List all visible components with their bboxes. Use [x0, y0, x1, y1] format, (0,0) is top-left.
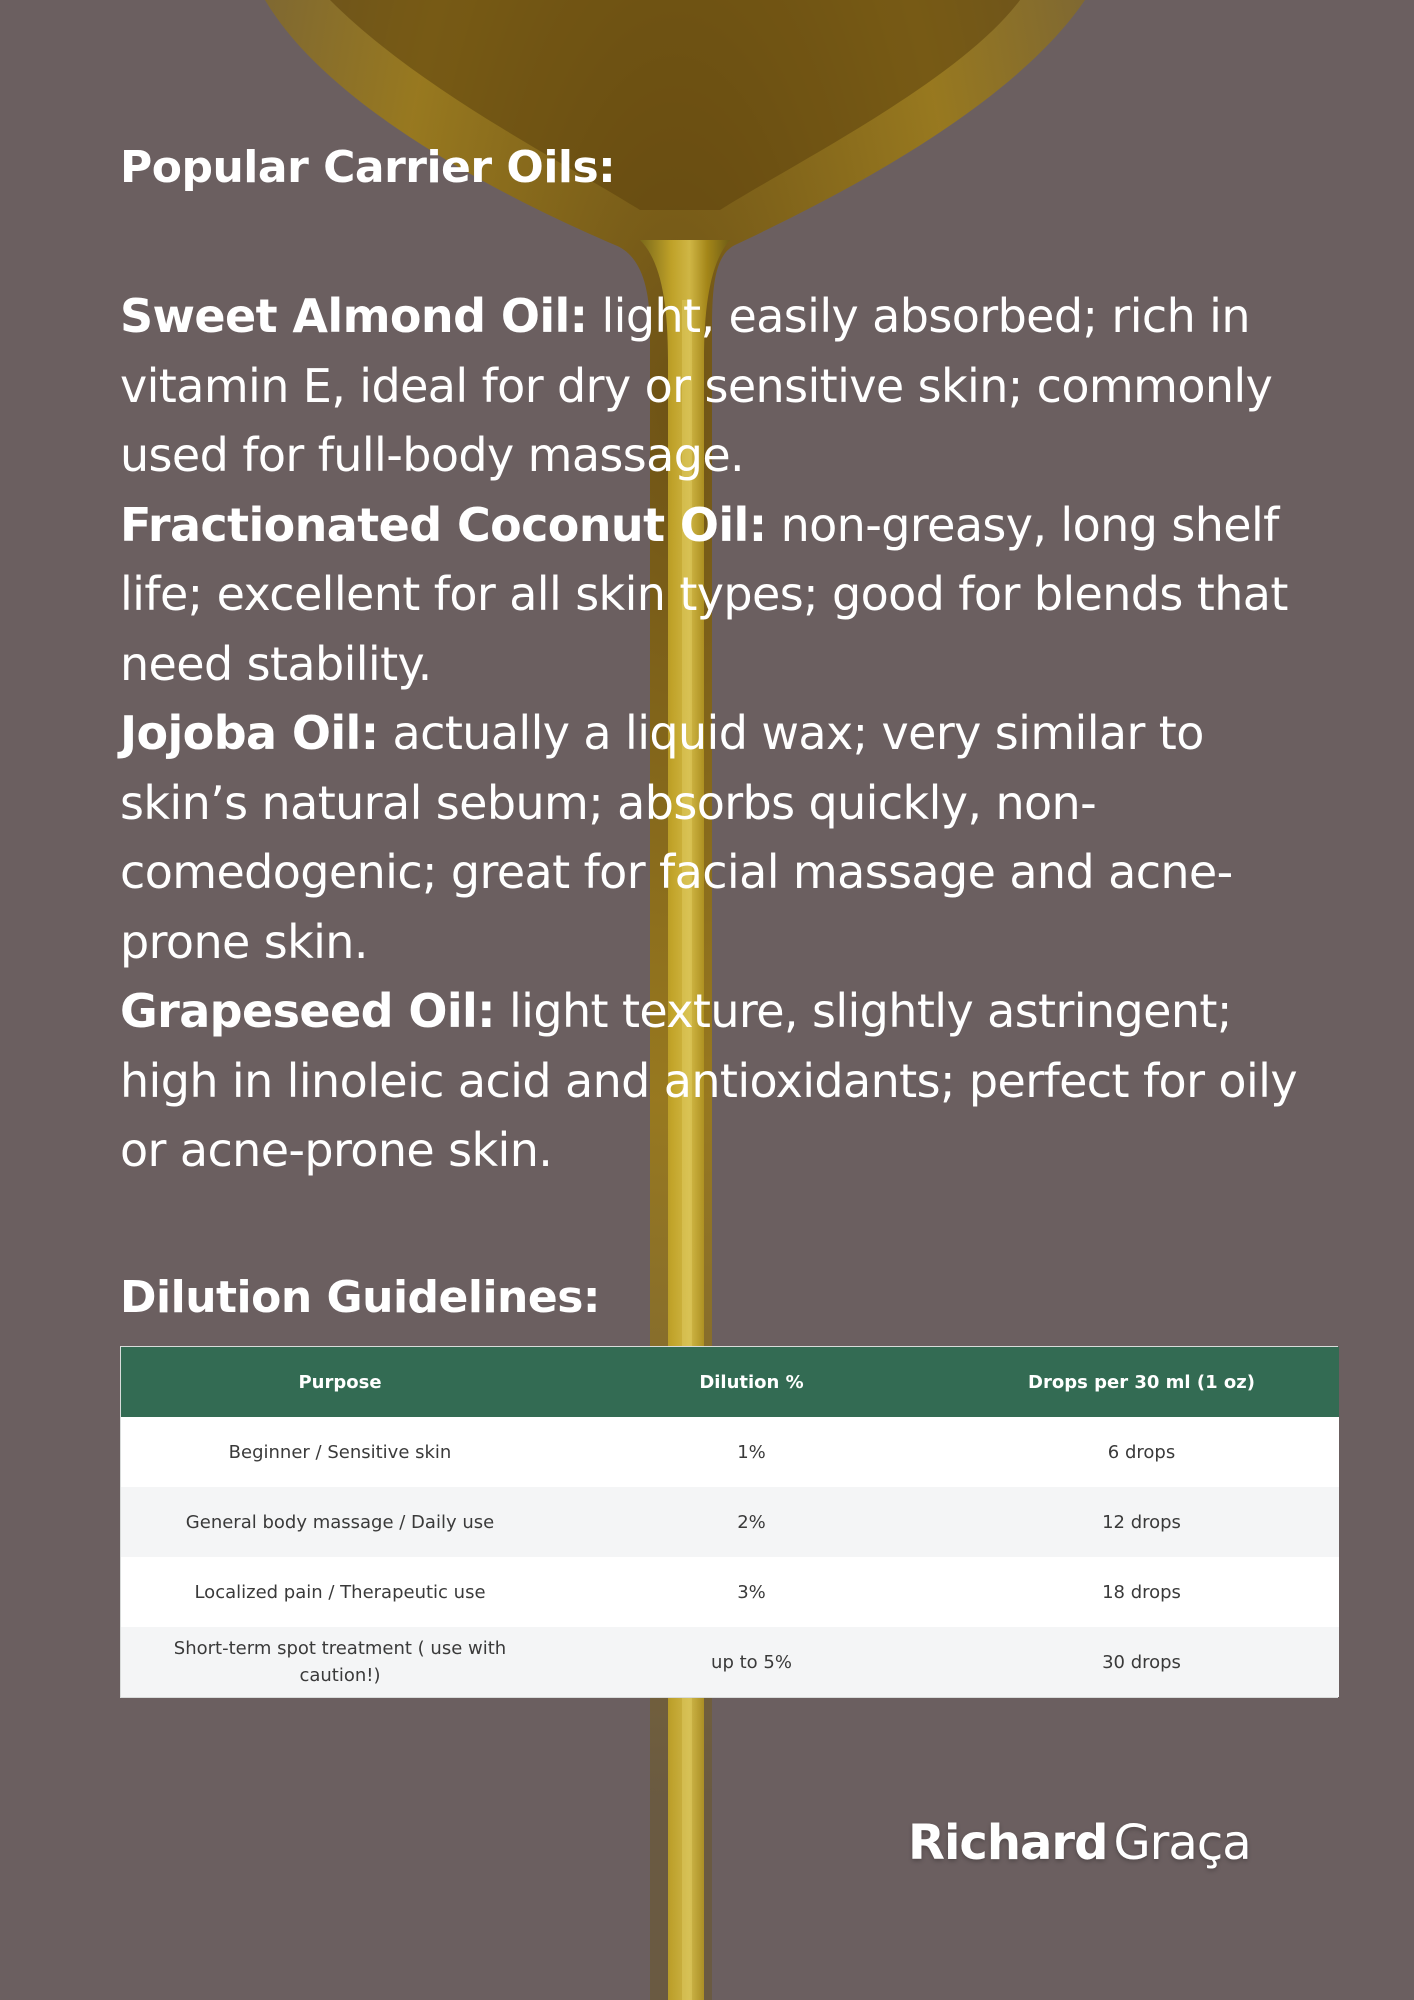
dilution-heading: Dilution Guidelines: — [120, 1271, 600, 1323]
oil-item-grapeseed — [120, 977, 1310, 1186]
main-content — [120, 140, 1310, 1326]
cell-purpose: Short-term spot treatment ( use with caution!) — [173, 1638, 507, 1686]
signature-last-name: Graça — [1113, 1815, 1251, 1871]
carrier-oils-list — [120, 282, 1310, 1186]
cell-dilution: 2% — [737, 1511, 766, 1533]
cell-dilution: 1% — [737, 1441, 766, 1463]
dilution-table — [120, 1346, 1338, 1698]
cell-drops: 6 drops — [1107, 1441, 1176, 1463]
oil-description: light, easily absorbed; rich in vitamin E, ideal for dry or sensitive skin; commonly used for full-body massage. — [120, 289, 1273, 482]
author-signature — [908, 1815, 1251, 1871]
oil-item-jojoba — [120, 699, 1310, 977]
oil-name: Jojoba Oil: — [120, 706, 379, 760]
table-header-row — [121, 1347, 1339, 1417]
cell-drops: 30 drops — [1102, 1651, 1181, 1673]
cell-drops: 12 drops — [1102, 1511, 1181, 1533]
cell-dilution: up to 5% — [711, 1651, 792, 1673]
cell-purpose: Beginner / Sensitive skin — [228, 1441, 452, 1463]
column-header-drops: Drops per 30 ml (1 oz) — [1028, 1371, 1255, 1393]
signature-first-name: Richard — [908, 1815, 1108, 1871]
column-header-dilution: Dilution % — [699, 1371, 804, 1393]
oil-description: actually a liquid wax; very similar to skin’s natural sebum; absorbs quickly, non-comedogenic; great for facial massage and acne-prone skin. — [120, 706, 1233, 969]
cell-drops: 18 drops — [1102, 1581, 1181, 1603]
cell-purpose: General body massage / Daily use — [185, 1511, 495, 1533]
oil-item-sweet-almond — [120, 282, 1310, 491]
table-row — [121, 1487, 1339, 1557]
cell-purpose: Localized pain / Therapeutic use — [194, 1581, 486, 1603]
oil-description: light texture, slightly astringent; high in linoleic acid and antioxidants; perfect for oily or acne-prone skin. — [120, 984, 1297, 1177]
oil-item-fractionated-coconut — [120, 491, 1310, 700]
oil-name: Grapeseed Oil: — [120, 984, 495, 1038]
oil-name: Fractionated Coconut Oil: — [120, 497, 767, 552]
table-row — [121, 1627, 1339, 1697]
oil-description: non-greasy, long shelf life; excellent for all skin types; good for blends that need stability. — [120, 497, 1288, 691]
carrier-oils-heading: Popular Carrier Oils: — [120, 142, 616, 193]
cell-dilution: 3% — [737, 1581, 766, 1603]
column-header-purpose: Purpose — [298, 1371, 382, 1393]
table-row — [121, 1557, 1339, 1627]
table-row — [121, 1417, 1339, 1487]
oil-name: Sweet Almond Oil: — [120, 289, 588, 343]
